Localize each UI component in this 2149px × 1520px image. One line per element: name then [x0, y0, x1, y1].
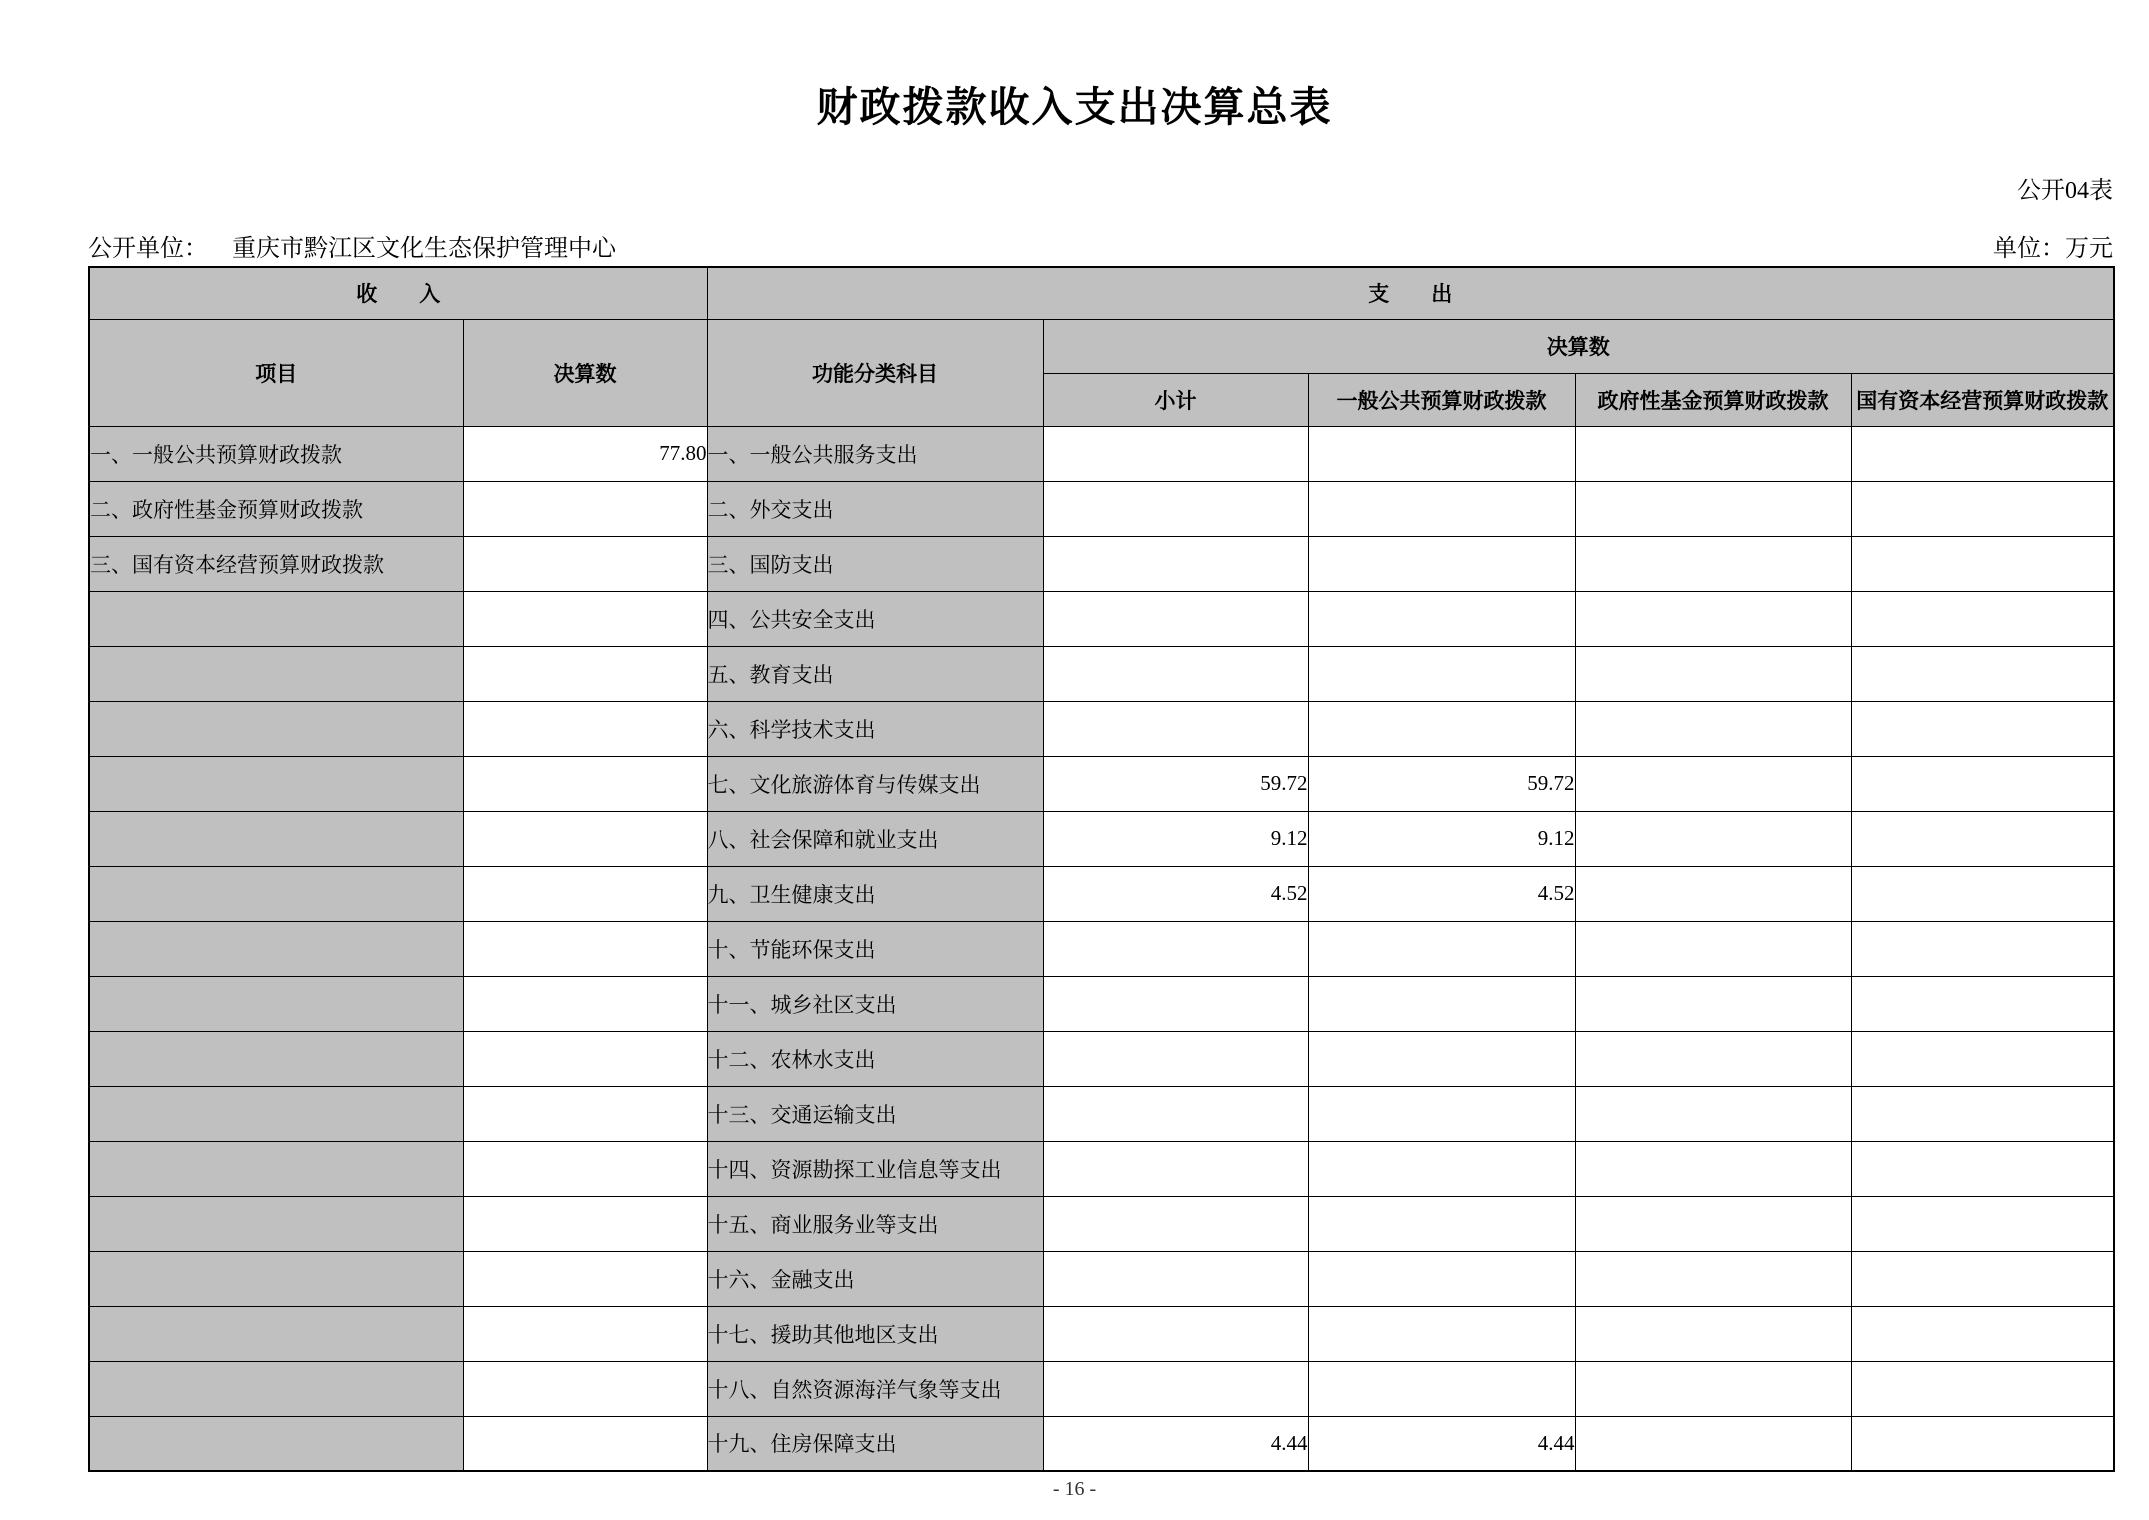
- expense-gov-fund-cell: [1575, 1031, 1851, 1086]
- income-amount-cell: [463, 1306, 707, 1361]
- expense-gov-fund-cell: [1575, 866, 1851, 921]
- expense-subtotal-cell: [1043, 591, 1308, 646]
- expense-gov-fund-cell: [1575, 701, 1851, 756]
- col-header-state-capital-budget: 国有资本经营预算财政拨款: [1851, 373, 2114, 426]
- income-amount-cell: [463, 1361, 707, 1416]
- table-row: [89, 1031, 2114, 1086]
- expense-subtotal-cell: [1043, 1141, 1308, 1196]
- expense-gov-fund-cell: [1575, 921, 1851, 976]
- col-header-subtotal: 小计: [1043, 373, 1308, 426]
- expense-general-public-cell: [1308, 536, 1575, 591]
- expense-gov-fund-cell: [1575, 1196, 1851, 1251]
- table-body: [89, 426, 2114, 1471]
- expense-state-capital-cell: [1851, 921, 2114, 976]
- income-item-cell: [89, 1251, 463, 1306]
- expense-general-public-cell: [1308, 1306, 1575, 1361]
- expense-general-public-cell: 4.52: [1308, 866, 1575, 921]
- income-amount-cell: [463, 481, 707, 536]
- expense-gov-fund-cell: [1575, 426, 1851, 481]
- expense-state-capital-cell: [1851, 1361, 2114, 1416]
- expense-general-public-cell: [1308, 1196, 1575, 1251]
- table-header: [89, 267, 2114, 426]
- expense-state-capital-cell: [1851, 1086, 2114, 1141]
- expense-gov-fund-cell: [1575, 1361, 1851, 1416]
- table-row: [89, 481, 2114, 536]
- expense-subtotal-cell: [1043, 1031, 1308, 1086]
- table-row: [89, 426, 2114, 481]
- org-line: [88, 228, 616, 263]
- income-item-cell: 一、一般公共预算财政拨款: [89, 426, 463, 481]
- expense-gov-fund-cell: [1575, 976, 1851, 1031]
- expense-item-cell: 十六、金融支出: [707, 1251, 1043, 1306]
- income-item-cell: [89, 1141, 463, 1196]
- income-amount-cell: [463, 1416, 707, 1471]
- expense-subtotal-cell: 4.52: [1043, 866, 1308, 921]
- expense-general-public-cell: [1308, 426, 1575, 481]
- expense-subtotal-cell: [1043, 921, 1308, 976]
- income-amount-cell: 77.80: [463, 426, 707, 481]
- expense-state-capital-cell: [1851, 811, 2114, 866]
- expense-state-capital-cell: [1851, 1031, 2114, 1086]
- expense-subtotal-cell: [1043, 1196, 1308, 1251]
- expense-general-public-cell: [1308, 1031, 1575, 1086]
- expense-state-capital-cell: [1851, 1306, 2114, 1361]
- expense-gov-fund-cell: [1575, 1251, 1851, 1306]
- income-amount-cell: [463, 811, 707, 866]
- col-header-item: 项目: [89, 319, 463, 426]
- currency-unit-label: 单位：万元: [1993, 236, 2113, 262]
- expense-gov-fund-cell: [1575, 1416, 1851, 1471]
- expense-item-cell: 一、一般公共服务支出: [707, 426, 1043, 481]
- expense-subtotal-cell: [1043, 481, 1308, 536]
- income-item-cell: [89, 701, 463, 756]
- expense-general-public-cell: 9.12: [1308, 811, 1575, 866]
- column-header-row: [89, 319, 2114, 373]
- income-item-cell: [89, 646, 463, 701]
- table-reference-label: 公开04表: [2017, 178, 2113, 204]
- table-row: [89, 646, 2114, 701]
- expense-item-cell: 七、文化旅游体育与传媒支出: [707, 756, 1043, 811]
- income-item-cell: [89, 921, 463, 976]
- expense-subtotal-cell: 4.44: [1043, 1416, 1308, 1471]
- expense-state-capital-cell: [1851, 1416, 2114, 1471]
- expense-state-capital-cell: [1851, 646, 2114, 701]
- income-item-cell: 三、国有资本经营预算财政拨款: [89, 536, 463, 591]
- expense-state-capital-cell: [1851, 481, 2114, 536]
- expense-general-public-cell: [1308, 701, 1575, 756]
- expense-subtotal-cell: [1043, 976, 1308, 1031]
- income-item-cell: [89, 756, 463, 811]
- col-header-func-category: 功能分类科目: [707, 319, 1043, 426]
- income-amount-cell: [463, 1141, 707, 1196]
- table-row: [89, 1086, 2114, 1141]
- page-title: 财政拨款收入支出决算总表: [816, 84, 1333, 130]
- expense-item-cell: 三、国防支出: [707, 536, 1043, 591]
- income-item-cell: [89, 1361, 463, 1416]
- income-amount-cell: [463, 976, 707, 1031]
- expense-gov-fund-cell: [1575, 591, 1851, 646]
- expense-state-capital-cell: [1851, 1251, 2114, 1306]
- income-amount-cell: [463, 701, 707, 756]
- expense-general-public-cell: [1308, 1251, 1575, 1306]
- expense-state-capital-cell: [1851, 756, 2114, 811]
- income-amount-cell: [463, 646, 707, 701]
- income-amount-cell: [463, 1086, 707, 1141]
- expense-gov-fund-cell: [1575, 756, 1851, 811]
- expense-state-capital-cell: [1851, 701, 2114, 756]
- expense-subtotal-cell: 59.72: [1043, 756, 1308, 811]
- expense-general-public-cell: [1308, 591, 1575, 646]
- expense-general-public-cell: [1308, 1086, 1575, 1141]
- expense-gov-fund-cell: [1575, 536, 1851, 591]
- expense-subtotal-cell: [1043, 701, 1308, 756]
- expense-state-capital-cell: [1851, 976, 2114, 1031]
- expense-subtotal-cell: [1043, 1361, 1308, 1416]
- expense-subtotal-cell: [1043, 536, 1308, 591]
- income-item-cell: [89, 1416, 463, 1471]
- expenditure-section-header: 支 出: [707, 267, 2114, 319]
- expense-item-cell: 十八、自然资源海洋气象等支出: [707, 1361, 1043, 1416]
- expense-general-public-cell: [1308, 1141, 1575, 1196]
- expense-gov-fund-cell: [1575, 646, 1851, 701]
- income-amount-cell: [463, 1196, 707, 1251]
- table-row: [89, 536, 2114, 591]
- income-item-cell: [89, 1306, 463, 1361]
- income-amount-cell: [463, 536, 707, 591]
- income-amount-cell: [463, 591, 707, 646]
- income-section-header: 收 入: [89, 267, 707, 319]
- table-row: [89, 1141, 2114, 1196]
- expense-item-cell: 八、社会保障和就业支出: [707, 811, 1043, 866]
- income-item-cell: 二、政府性基金预算财政拨款: [89, 481, 463, 536]
- expense-general-public-cell: [1308, 921, 1575, 976]
- expense-item-cell: 九、卫生健康支出: [707, 866, 1043, 921]
- income-item-cell: [89, 1086, 463, 1141]
- income-amount-cell: [463, 1251, 707, 1306]
- expense-gov-fund-cell: [1575, 1141, 1851, 1196]
- expense-item-cell: 十九、住房保障支出: [707, 1416, 1043, 1471]
- expense-state-capital-cell: [1851, 1196, 2114, 1251]
- expense-state-capital-cell: [1851, 1141, 2114, 1196]
- expense-subtotal-cell: [1043, 646, 1308, 701]
- expense-general-public-cell: [1308, 1361, 1575, 1416]
- expense-general-public-cell: 59.72: [1308, 756, 1575, 811]
- income-item-cell: [89, 976, 463, 1031]
- income-amount-cell: [463, 866, 707, 921]
- meta-row: [88, 228, 2113, 263]
- org-label: 公开单位：: [88, 236, 208, 262]
- expense-state-capital-cell: [1851, 866, 2114, 921]
- expense-general-public-cell: [1308, 976, 1575, 1031]
- expense-item-cell: 二、外交支出: [707, 481, 1043, 536]
- income-item-cell: [89, 1196, 463, 1251]
- expense-general-public-cell: [1308, 481, 1575, 536]
- expense-item-cell: 十七、援助其他地区支出: [707, 1306, 1043, 1361]
- income-item-cell: [89, 591, 463, 646]
- expense-item-cell: 四、公共安全支出: [707, 591, 1043, 646]
- income-item-cell: [89, 866, 463, 921]
- table-row: [89, 976, 2114, 1031]
- expense-item-cell: 六、科学技术支出: [707, 701, 1043, 756]
- expense-state-capital-cell: [1851, 591, 2114, 646]
- income-item-cell: [89, 811, 463, 866]
- expense-state-capital-cell: [1851, 536, 2114, 591]
- expense-item-cell: 五、教育支出: [707, 646, 1043, 701]
- table-row: [89, 811, 2114, 866]
- income-amount-cell: [463, 1031, 707, 1086]
- col-header-general-public-budget: 一般公共预算财政拨款: [1308, 373, 1575, 426]
- table-row: [89, 1306, 2114, 1361]
- expense-subtotal-cell: [1043, 1086, 1308, 1141]
- expense-gov-fund-cell: [1575, 811, 1851, 866]
- expense-item-cell: 十四、资源勘探工业信息等支出: [707, 1141, 1043, 1196]
- expense-gov-fund-cell: [1575, 481, 1851, 536]
- table-row: [89, 1251, 2114, 1306]
- table-row: [89, 756, 2114, 811]
- expense-item-cell: 十一、城乡社区支出: [707, 976, 1043, 1031]
- expense-general-public-cell: [1308, 646, 1575, 701]
- expense-gov-fund-cell: [1575, 1086, 1851, 1141]
- expense-subtotal-cell: [1043, 1306, 1308, 1361]
- fiscal-appropriation-table: [88, 266, 2115, 1472]
- income-amount-cell: [463, 921, 707, 976]
- col-header-gov-fund-budget: 政府性基金预算财政拨款: [1575, 373, 1851, 426]
- table-row: [89, 591, 2114, 646]
- expense-subtotal-cell: [1043, 426, 1308, 481]
- income-amount-cell: [463, 756, 707, 811]
- table-row: [89, 1416, 2114, 1471]
- table-row: [89, 921, 2114, 976]
- expense-state-capital-cell: [1851, 426, 2114, 481]
- table-row: [89, 1361, 2114, 1416]
- expense-subtotal-cell: 9.12: [1043, 811, 1308, 866]
- expense-subtotal-cell: [1043, 1251, 1308, 1306]
- expense-gov-fund-cell: [1575, 1306, 1851, 1361]
- org-name: 重庆市黔江区文化生态保护管理中心: [232, 236, 616, 262]
- expense-general-public-cell: 4.44: [1308, 1416, 1575, 1471]
- table-row: [89, 701, 2114, 756]
- section-header-row: [89, 267, 2114, 319]
- table-row: [89, 1196, 2114, 1251]
- income-item-cell: [89, 1031, 463, 1086]
- expense-item-cell: 十三、交通运输支出: [707, 1086, 1043, 1141]
- expense-item-cell: 十五、商业服务业等支出: [707, 1196, 1043, 1251]
- col-header-expense-amount: 决算数: [1043, 319, 2114, 373]
- col-header-income-amount: 决算数: [463, 319, 707, 426]
- table-row: [89, 866, 2114, 921]
- page-number: - 16 -: [1052, 1478, 1097, 1500]
- expense-item-cell: 十、节能环保支出: [707, 921, 1043, 976]
- expense-item-cell: 十二、农林水支出: [707, 1031, 1043, 1086]
